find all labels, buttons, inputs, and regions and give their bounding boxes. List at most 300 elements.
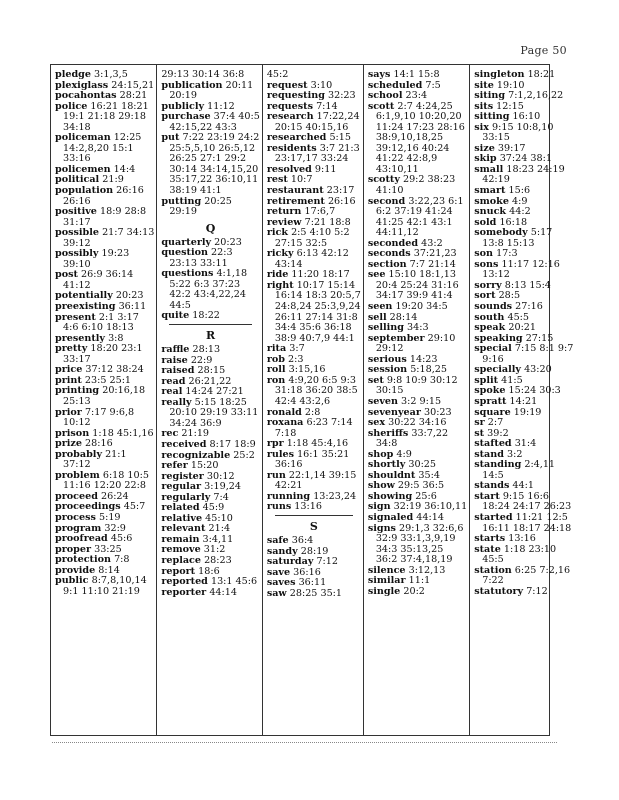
page-line-refs: 6:25 7:2,16: [514, 564, 571, 576]
page-line-refs-continued: 23:17,17 33:24: [274, 153, 349, 165]
page-line-refs: 9:8 10:9 30:12: [386, 374, 458, 386]
page-line-refs-continued: 13:8 15:13: [482, 237, 535, 249]
page-line-refs: 3:1,3,5: [94, 69, 128, 80]
index-term: school: [367, 90, 403, 102]
page-line-refs: 19:19: [513, 406, 542, 418]
index-term: specially: [474, 364, 521, 376]
page-line-refs: 26:21,22: [188, 375, 232, 387]
page-line-refs: 16:1 35:21: [297, 448, 350, 460]
page-line-refs: 20:25: [204, 195, 232, 207]
page-line-refs: 20:11: [225, 79, 254, 91]
page-line-refs-continued: 24:8,24 25:3,9,24: [274, 301, 361, 313]
page-line-refs: 30:23: [423, 406, 452, 418]
index-term: rita: [266, 343, 287, 355]
index-term: siting: [474, 90, 506, 102]
page-line-refs: 8:13 15:4: [504, 279, 551, 291]
index-term: saves: [266, 577, 296, 589]
page-line-refs: 18:21: [527, 69, 556, 80]
index-term: pocahontas: [55, 90, 117, 102]
index-term: scheduled: [367, 79, 423, 91]
index-term: stafted: [474, 438, 512, 450]
index-term: seconds: [367, 248, 411, 260]
index-term: runs: [266, 501, 292, 513]
page-line-refs-continued: 33:17: [63, 353, 91, 365]
page-line-refs: 8:17 18:9: [209, 438, 256, 450]
page-line-refs: 45:10: [205, 512, 233, 524]
page-line-refs: 7:14: [316, 100, 338, 112]
page-line-refs: 29:1,3 32:6,6: [399, 522, 464, 534]
index-term: silence: [367, 564, 406, 576]
index-term: somebody: [474, 227, 528, 239]
page-line-refs: 12:15: [496, 100, 524, 112]
index-term: sell: [367, 311, 387, 323]
page-line-refs: 33:7,22: [411, 427, 449, 439]
page-line-refs-continued: 30:14 34:14,15,20: [169, 163, 259, 175]
page-line-refs: 3:12,13: [408, 564, 446, 576]
page-line-refs: 44:14: [209, 586, 237, 598]
index-term: present: [55, 311, 96, 323]
page-line-refs: 39:2: [487, 427, 509, 439]
index-term: register: [161, 470, 204, 482]
index-term: problem: [55, 469, 100, 481]
page-line-refs: 27:15: [525, 332, 554, 344]
index-term: related: [161, 502, 200, 514]
index-entry: [161, 588, 259, 599]
page-line-refs: 8:7,8,10,14: [91, 575, 147, 587]
page-line-refs: 24:15,21: [111, 79, 155, 91]
page-line-refs: 23:4: [405, 90, 428, 102]
index-term: rest: [266, 174, 288, 186]
page-line-refs: 30:12: [206, 470, 235, 482]
page-line-refs: 7:7 21:14: [409, 258, 456, 270]
index-term: spratt: [474, 395, 507, 407]
index-term: raised: [161, 365, 195, 377]
page-line-refs: 6:18 10:5: [102, 469, 149, 481]
page-line-refs: 39:17: [497, 142, 526, 154]
page-line-refs: 22:9: [190, 354, 213, 366]
index-term: run: [266, 469, 286, 481]
page-line-refs: 14:21: [509, 395, 538, 407]
index-entry: [368, 587, 467, 598]
index-term: regularly: [161, 491, 211, 503]
page-line-refs: 36:4: [291, 534, 314, 546]
index-term: signaled: [367, 511, 414, 523]
index-term: set: [367, 374, 384, 386]
page-line-refs: 13:1 45:6: [210, 576, 258, 588]
index-term: singleton: [474, 69, 525, 80]
page-line-refs: 35:4: [418, 469, 440, 481]
index-term: sex: [367, 417, 386, 429]
page-line-refs-continued: 25:13: [63, 395, 91, 407]
page-line-refs-continued: 14:2,8,20 15:1: [63, 142, 134, 154]
page-line-refs: 28:15: [197, 365, 226, 377]
index-term: publicly: [161, 100, 205, 112]
index-term: right: [266, 279, 294, 291]
page-line-refs-continued: 41:12: [63, 279, 91, 291]
page-line-refs: 37:12 38:24: [85, 364, 144, 376]
page-line-refs: 3:22,23 6:1: [408, 195, 464, 207]
index-term: single: [367, 585, 401, 597]
page-line-refs: 26:16: [116, 185, 144, 197]
page-line-refs: 11:20 18:17: [291, 269, 350, 281]
index-term: purchase: [161, 111, 211, 123]
index-term: station: [474, 564, 512, 576]
page-line-refs: 4:9,20 6:5 9:3: [288, 374, 356, 386]
page-line-refs: 7:4: [213, 491, 229, 503]
page-line-refs: 11:17 12:16: [501, 258, 560, 270]
page-line-refs-continued: 39:12: [63, 237, 91, 249]
index-term: proceed: [55, 490, 98, 502]
page-line-refs: 22:1,14 39:15: [288, 469, 357, 481]
page-line-refs-continued: 42:19: [482, 174, 510, 186]
section-letter: R: [205, 329, 216, 343]
page-line-refs: 28:16: [85, 438, 113, 450]
page-line-refs-continued: 33:16: [63, 153, 91, 165]
index-term: smart: [474, 185, 506, 197]
page-line-refs: 16:10: [512, 111, 541, 123]
page-line-refs: 29:2 38:23: [402, 174, 456, 186]
page-line-refs: 7:12: [526, 585, 548, 597]
index-term: statutory: [474, 585, 524, 597]
page-line-refs-continued: 18:24 24:17 26:23: [482, 501, 572, 513]
page-line-refs: 20:2: [403, 585, 425, 597]
page-line-refs-continued: 43:10,11: [375, 163, 419, 175]
page-line-refs: 9:15 10:8,10: [492, 121, 554, 133]
index-term: seen: [367, 301, 393, 313]
index-term: size: [474, 142, 495, 154]
index-term: saw: [266, 587, 287, 599]
page-line-refs: 4:9: [396, 448, 412, 460]
page-line-refs: 2:3: [288, 353, 304, 365]
page-line-refs: 17:6,7: [304, 206, 336, 218]
index-term: research: [266, 111, 314, 123]
index-term: sort: [474, 290, 496, 302]
index-term: six: [474, 121, 489, 133]
page-line-refs-continued: 7:22: [482, 575, 504, 587]
page-line-refs-continued: 20:10 29:19 33:11: [169, 407, 259, 419]
page-line-refs-continued: 39:12,16 40:24: [375, 142, 450, 154]
index-term: says: [367, 69, 391, 80]
footer-divider: [52, 742, 557, 743]
page-line-refs: 28:19: [300, 545, 329, 557]
index-term: safe: [266, 534, 289, 546]
index-term: potentially: [55, 290, 113, 302]
index-term: sold: [474, 216, 497, 228]
page-line-refs: 20:23: [115, 290, 144, 302]
page-line-refs: 10:17 15:14: [296, 279, 356, 291]
index-term: scott: [367, 100, 395, 112]
page-line-refs: 45:6: [110, 533, 133, 545]
index-term: researched: [266, 132, 327, 144]
page-line-refs: 9:15 16:6: [502, 490, 549, 502]
index-term: rob: [266, 353, 285, 365]
page-line-refs: 2:8: [304, 406, 321, 418]
index-term: plexiglass: [55, 79, 109, 91]
index-term: resolved: [266, 163, 312, 175]
page-line-refs-continued: 34:24 36:9: [169, 417, 222, 429]
index-term: sons: [474, 258, 499, 270]
page-line-refs: 18:22: [192, 310, 220, 322]
page-line-refs-continued: 9:16: [482, 353, 504, 365]
index-term: remove: [161, 544, 201, 556]
index-term: report: [161, 565, 196, 577]
index-term: see: [367, 269, 386, 281]
index-term: policeman: [55, 132, 111, 144]
index-term: spoke: [474, 385, 506, 397]
index-term: quarterly: [161, 236, 212, 248]
page-line-refs: 41:5: [501, 374, 523, 386]
page-line-refs: 30:22 34:16: [388, 417, 447, 429]
page-line-refs-continued: 36:2 37:4,18,19: [375, 554, 453, 566]
page-line-refs: 2:4,11: [524, 459, 556, 471]
index-entry: [161, 311, 259, 322]
page-line-refs-continued: 34:4 35:6 36:18: [274, 322, 352, 334]
index-term: recognizable: [161, 449, 231, 461]
index-term: south: [474, 311, 505, 323]
index-term: printing: [55, 385, 100, 397]
page-line-refs: 45:5: [507, 311, 530, 323]
index-term: restaurant: [266, 185, 324, 197]
index-term: positive: [55, 206, 97, 218]
page-line-refs: 7:21 18:8: [304, 216, 351, 228]
page-line-refs: 15:6: [508, 185, 531, 197]
page-line-refs-continued: 42:21: [274, 480, 303, 492]
index-term: real: [161, 386, 183, 398]
page-line-refs: 44:14: [416, 511, 444, 523]
index-term: stand: [474, 448, 504, 460]
page-line-refs-continued: 5:22 6:3 37:23: [169, 278, 241, 290]
index-term: show: [367, 480, 395, 492]
page-line-refs: 32:19 36:10,11: [393, 501, 468, 513]
section-divider: [169, 324, 251, 325]
page-line-refs: 27:16: [515, 301, 543, 313]
page-line-refs-continued: 34:17 39:9 41:4: [375, 290, 453, 302]
page-line-refs: 21:9: [102, 174, 124, 186]
index-term: ronald: [266, 406, 302, 418]
index-term: possible: [55, 227, 100, 239]
page-line-refs-continued: 29:19: [169, 206, 197, 218]
index-term: seconded: [367, 237, 419, 249]
index-term: ron: [266, 374, 286, 386]
index-term: sorry: [474, 279, 502, 291]
page-line-refs-continued: 6:1,9,10 10:20,20: [375, 111, 462, 123]
page-line-refs-continued: 34:18: [63, 121, 91, 133]
page-line-refs: 7:5: [425, 79, 441, 91]
index-term: sandy: [266, 545, 298, 557]
index-term: reporter: [161, 586, 207, 598]
index-term: ricky: [266, 248, 294, 260]
index-term: sits: [474, 100, 494, 112]
page-line-refs: 10:7: [290, 174, 313, 186]
index-term: section: [367, 258, 407, 270]
index-term: received: [161, 438, 207, 450]
index-term: sitting: [474, 111, 510, 123]
page-line-refs: 5:15 18:25: [194, 396, 247, 408]
index-term: shouldnt: [367, 469, 416, 481]
page-line-refs: 21:1: [105, 448, 127, 460]
index-term: selling: [367, 322, 404, 334]
index-term: print: [55, 374, 82, 386]
index-column-4: [363, 65, 469, 735]
index-term: speaking: [474, 332, 523, 344]
index-term: serious: [367, 353, 407, 365]
index-term: prison: [55, 427, 90, 439]
page-line-refs: 29:13 30:14 36:8: [161, 69, 245, 80]
page-line-refs: 37:21,23: [413, 248, 457, 260]
index-term: prize: [55, 438, 82, 450]
index-term: rick: [266, 227, 289, 239]
page-line-refs: 28:23: [204, 554, 232, 566]
index-column-1: [51, 65, 156, 735]
page-line-refs: 7:12: [316, 556, 338, 568]
page-line-refs: 14:24 27:21: [185, 386, 244, 398]
page-line-refs: 8:14: [98, 564, 120, 576]
page-line-refs: 7:22 23:19 24:2: [182, 132, 260, 144]
page-line-refs: 26:16: [327, 195, 356, 207]
page-line-refs: 30:25: [408, 459, 437, 471]
page-line-refs: 3:4,11: [202, 533, 234, 545]
page-line-refs-continued: 41:25 42:1 43:1: [375, 216, 453, 228]
index-term: sign: [367, 501, 391, 513]
page-line-refs-continued: 38:9,10,18,25: [375, 132, 444, 144]
index-entry: [474, 587, 573, 598]
page-line-refs-continued: 39:10: [63, 258, 91, 270]
page-line-refs: 28:14: [389, 311, 418, 323]
index-column-5: [469, 65, 575, 735]
page-line-refs: 5:18,25: [410, 364, 448, 376]
page-line-refs-continued: 11:16 12:20 22:8: [63, 480, 146, 492]
page-line-refs-continued: 14:5: [482, 469, 504, 481]
page-line-refs-continued: 20:19: [169, 90, 197, 102]
page-line-refs: 5:15: [329, 132, 351, 144]
page-line-refs: 7:15 8:1 9:7: [514, 343, 574, 355]
index-term: regular: [161, 481, 202, 493]
index-term: raise: [161, 354, 188, 366]
page-line-refs-continued: 35:17,22 36:10,11: [169, 174, 259, 186]
index-term: speak: [474, 322, 506, 334]
page-line-refs-continued: 9:1 11:10 21:19: [63, 585, 140, 597]
index-term: sr: [474, 417, 485, 429]
page-line-refs: 29:5 36:5: [397, 480, 445, 492]
page-line-refs: 2:1 3:17: [98, 311, 139, 323]
page-line-refs: 21:7 34:13: [102, 227, 155, 239]
index-term: protection: [55, 554, 111, 566]
index-term: replace: [161, 554, 202, 566]
page-line-refs: 44:2: [509, 206, 531, 218]
page-line-refs-continued: 25:5,5,10 26:5,12: [169, 142, 256, 154]
index-term: raffle: [161, 344, 190, 356]
index-term: sheriffs: [367, 427, 409, 439]
index-term: session: [367, 364, 408, 376]
page-line-refs-continued: 34:8: [375, 438, 398, 450]
index-term: put: [161, 132, 180, 144]
page-line-refs: 11:1: [408, 575, 431, 587]
index-term: refer: [161, 460, 188, 472]
index-term: pledge: [55, 69, 91, 80]
page-line-refs: 29:10: [427, 332, 456, 344]
page-line-refs-continued: 20:4 25:24 31:16: [375, 279, 459, 291]
index-term: split: [474, 374, 499, 386]
index-term: sounds: [474, 301, 513, 313]
page-line-refs: 15:24 30:3: [508, 385, 561, 397]
index-term: roll: [266, 364, 286, 376]
index-term: preexisting: [55, 301, 116, 313]
index-term: putting: [161, 195, 202, 207]
page-line-refs: 18:9 28:8: [99, 206, 147, 218]
page-line-refs: 14:23: [409, 353, 438, 365]
page-line-refs-continued: 26:16: [63, 195, 91, 207]
page-line-refs: 16:21 18:21: [90, 100, 149, 112]
index-term: ride: [266, 269, 289, 281]
page-line-refs: 13:16: [294, 501, 322, 513]
page-line-refs: 11:12: [207, 100, 235, 112]
page-line-refs: 18:6: [198, 565, 220, 577]
page-line-refs: 32:23: [327, 90, 356, 102]
page-line-refs-continued: 31:18 36:20 38:5: [274, 385, 358, 397]
page-line-refs-continued: 27:15 32:5: [274, 237, 328, 249]
index-term: september: [367, 332, 425, 344]
page-line-refs: 45:7: [123, 501, 146, 513]
page-line-refs-continued: 16:14 18:3 20:5,7: [274, 290, 361, 302]
page-line-refs: 12:25: [113, 132, 142, 144]
page-line-refs-continued: 31:17: [63, 216, 91, 228]
page-line-refs: 17:22,24: [316, 111, 360, 123]
index-column-3: [262, 65, 363, 735]
page-line-refs-continued: 45:5: [482, 554, 504, 566]
page-line-refs-continued: 30:15: [375, 385, 404, 397]
index-term: residents: [266, 142, 317, 154]
index-term: retirement: [266, 195, 325, 207]
index-term: showing: [367, 490, 413, 502]
page-line-refs-continued: 10:12: [63, 417, 91, 429]
page-line-refs: 13:16: [508, 533, 536, 545]
index-term: save: [266, 566, 291, 578]
page-line-refs: 28:21: [119, 90, 148, 102]
page-line-refs: 28:25 35:1: [289, 587, 343, 599]
index-term: roxana: [266, 417, 304, 429]
index-term: really: [161, 396, 192, 408]
page-line-refs-continued: 11:24 17:23 28:16: [375, 121, 465, 133]
index-term: similar: [367, 575, 406, 587]
index-term: policemen: [55, 163, 111, 175]
page-line-refs: 5:17: [530, 227, 553, 239]
page-line-refs: 13:23,24: [313, 490, 357, 502]
page-line-refs: 26:24: [100, 490, 129, 502]
index-term: start: [474, 490, 500, 502]
page-line-refs-continued: 38:19 41:1: [169, 185, 222, 197]
index-term: possibly: [55, 248, 99, 260]
index-term: second: [367, 195, 406, 207]
page-line-refs-continued: 34:3 35:13,25: [375, 543, 444, 555]
page-line-refs: 16:18: [499, 216, 528, 228]
page-line-refs: 6:23 7:14: [306, 417, 353, 429]
page-line-refs: 1:18 23:10: [503, 543, 557, 555]
page-line-refs-continued: 6:2 37:19 41:24: [375, 206, 453, 218]
page-line-refs: 15:20: [190, 460, 219, 472]
page-line-refs: 36:16: [293, 566, 321, 578]
index-term: provide: [55, 564, 96, 576]
page-line-refs: 25:6: [415, 490, 437, 502]
page-line-refs-continued: 42:15,22 43:3: [169, 121, 237, 133]
page-line-refs: 36:11: [118, 301, 147, 313]
section-letter: S: [309, 519, 318, 533]
page-line-refs: 3:8: [108, 332, 124, 344]
page-line-refs-continued: 38:9 40:7,9 44:1: [274, 332, 355, 344]
index-term: skip: [474, 153, 497, 165]
index-term: request: [266, 79, 308, 91]
index-term: relative: [161, 512, 203, 524]
page-line-refs-continued: 7:18: [274, 427, 297, 439]
